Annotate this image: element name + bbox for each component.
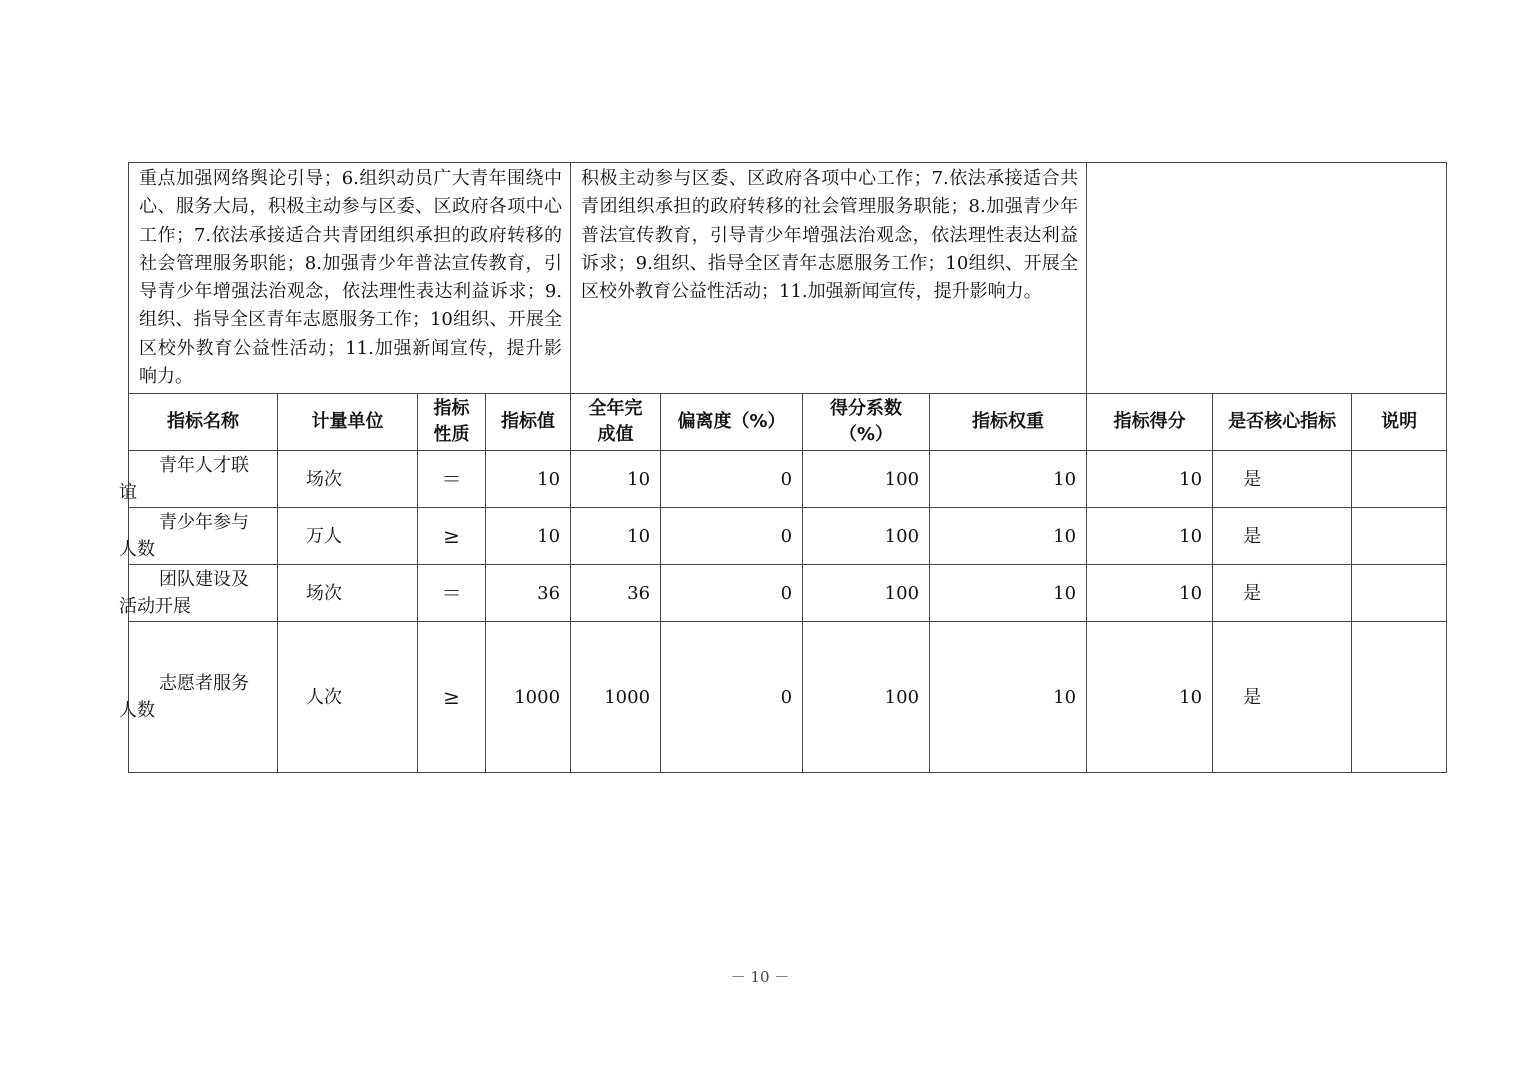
row-name [119,451,278,508]
header-coef-line1: 得分系数 [830,398,903,420]
header-done-line1: 全年完 [588,398,643,420]
header-nature [418,394,486,451]
row-target: 10 [486,451,571,508]
row-score: 10 [1087,565,1213,622]
row-name-line1: 志愿者服务 [159,673,249,695]
header-target: 指标值 [486,394,571,451]
header-weight: 指标权重 [930,394,1087,451]
header-name: 指标名称 [129,394,278,451]
row-deviation: 0 [661,508,803,565]
row-name-line2: 活动开展 [119,596,191,618]
row-core: 是 [1213,508,1352,565]
header-row [129,394,1447,451]
header-unit: 计量单位 [278,394,418,451]
row-nature: ＝ [418,565,486,622]
header-nature-line1: 指标 [433,398,470,420]
row-target: 36 [486,565,571,622]
intro-row [129,163,1447,394]
row-unit: 万人 [278,508,418,565]
row-unit: 人次 [278,622,418,773]
row-weight: 10 [930,508,1087,565]
table-row [129,508,1447,565]
row-coef: 100 [803,508,930,565]
header-nature-line2: 性质 [433,424,470,446]
row-score: 10 [1087,508,1213,565]
row-done: 10 [571,508,661,565]
row-name [119,565,278,622]
row-target: 1000 [486,622,571,773]
row-deviation: 0 [661,622,803,773]
header-core: 是否核心指标 [1213,394,1352,451]
row-nature: ≥ [418,508,486,565]
header-note: 说明 [1352,394,1447,451]
table-row [129,565,1447,622]
row-name-line2: 谊 [119,482,137,504]
row-coef: 100 [803,622,930,773]
header-score: 指标得分 [1087,394,1213,451]
row-name-line2: 人数 [119,539,155,561]
row-name-line1: 青少年参与 [159,512,249,534]
row-unit: 场次 [278,565,418,622]
row-core: 是 [1213,622,1352,773]
header-done-line2: 成值 [597,424,634,446]
row-name [119,622,278,773]
table-row [129,622,1447,773]
row-coef: 100 [803,451,930,508]
intro-text-right [1087,163,1447,394]
row-score: 10 [1087,622,1213,773]
page-number: － 10 － [730,968,790,986]
row-weight: 10 [930,622,1087,773]
row-done: 1000 [571,622,661,773]
row-core: 是 [1213,565,1352,622]
row-unit: 场次 [278,451,418,508]
row-deviation: 0 [661,565,803,622]
row-core: 是 [1213,451,1352,508]
header-coef-line2: （%） [839,424,894,446]
indicator-table [119,162,1447,773]
row-deviation: 0 [661,451,803,508]
header-done [571,394,661,451]
row-done: 10 [571,451,661,508]
intro-text-left: 重点加强网络舆论引导；6.组织动员广大青年围绕中心、服务大局，积极主动参与区委、区政府各项中心工作；7.依法承接适合共青团组织承担的政府转移的社会管理服务职能；8.加强青少年普法宣传教育，引导青少年增强法治观念，依法理性表达利益诉求；9.组织、指导全区青年志愿服务工作；10组织、开展全区校外教育公益性活动；11.加强新闻宣传，提升影响力。 [129,163,571,394]
row-note [1352,565,1447,622]
row-note [1352,451,1447,508]
performance-table-section [119,162,1446,773]
row-done: 36 [571,565,661,622]
header-deviation: 偏离度（%） [661,394,803,451]
row-coef: 100 [803,565,930,622]
row-nature: ＝ [418,451,486,508]
intro-text-middle: 积极主动参与区委、区政府各项中心工作；7.依法承接适合共青团组织承担的政府转移的社会管理服务职能；8.加强青少年普法宣传教育，引导青少年增强法治观念，依法理性表达利益诉求；9.组织、指导全区青年志愿服务工作；10组织、开展全区校外教育公益性活动；11.加强新闻宣传，提升影响力。 [571,163,1087,394]
table-row [129,451,1447,508]
row-note [1352,508,1447,565]
row-target: 10 [486,508,571,565]
row-name-line1: 团队建设及 [159,569,249,591]
row-name [119,508,278,565]
row-name-line1: 青年人才联 [159,455,249,477]
row-weight: 10 [930,565,1087,622]
header-coef [803,394,930,451]
row-weight: 10 [930,451,1087,508]
row-note [1352,622,1447,773]
row-score: 10 [1087,451,1213,508]
row-nature: ≥ [418,622,486,773]
row-name-line2: 人数 [119,700,155,722]
